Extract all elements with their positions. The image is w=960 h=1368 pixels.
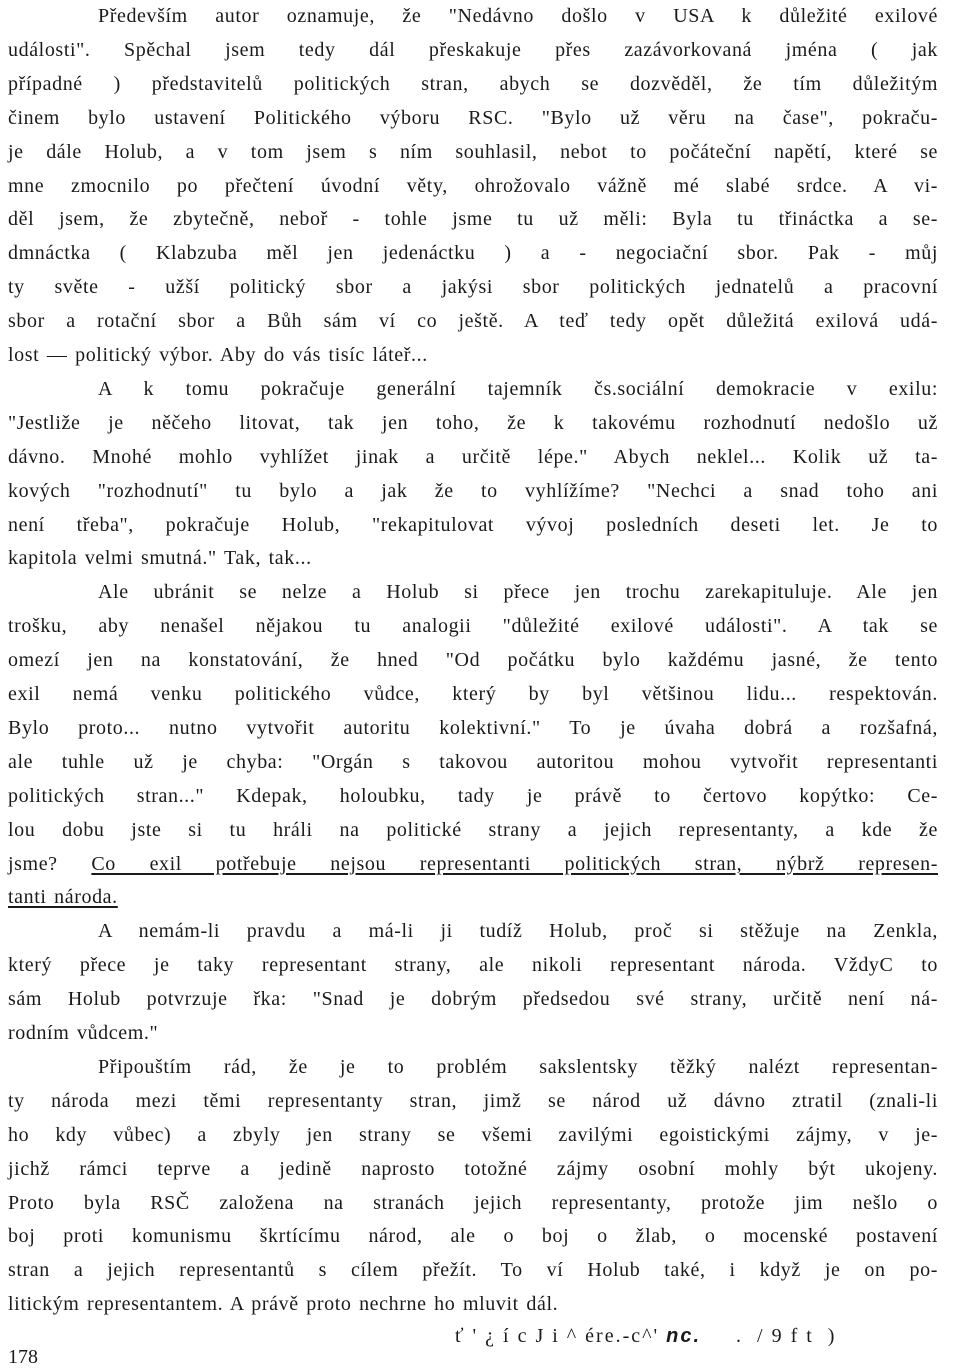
text-line <box>8 750 938 774</box>
text-line-content: omezí jen na konstatování, že hned "Od počátku bylo každému jasné, že tento <box>8 649 938 672</box>
text-line <box>8 1292 938 1316</box>
text-line-content: A nemám-li pravdu a má-li ji tudíž Holub, proč si stěžuje na Zenkla, <box>98 920 938 943</box>
text-line <box>8 648 938 672</box>
text-line-content: Především autor oznamuje, že "Nedávno došlo v USA k důležité exilové <box>98 5 938 27</box>
underlined-text: tanti národa. <box>8 886 118 909</box>
text-line-content: sbor a rotační sbor a Bůh sám ví co ještě. A teď tedy opět důležitá exilová udá- <box>8 310 938 333</box>
text-line <box>8 784 938 808</box>
text-line-content: Proto byla RSČ založena na stranách jejich representanty, protože jim nešlo o <box>8 1191 938 1214</box>
text-line <box>8 1224 938 1248</box>
footer-note-part: nc. <box>666 1325 702 1347</box>
text-line <box>8 343 938 367</box>
text-line-content: Připouštím rád, že je to problém sakslentsky těžký nalézt representan- <box>98 1055 938 1078</box>
text-line <box>8 1157 938 1181</box>
text-line <box>8 174 938 198</box>
text-line <box>8 4 938 28</box>
text-line <box>8 1258 938 1282</box>
text-line-content: "Jestliže je něčeho litovat, tak jen toho, že k takovému rozhodnutí nedošlo už <box>8 411 938 434</box>
text-line-content: jichž rámci teprve a jedině naprosto totožné zájmy osobní mohly být ukojeny. <box>8 1157 938 1180</box>
text-line-content: který přece je taky representant strany, ale nikoli representant národa. VždyC to <box>8 954 938 977</box>
text-line <box>8 411 938 435</box>
text-line-content: A k tomu pokračuje generální tajemník čs.sociální demokracie v exilu: <box>98 377 938 400</box>
footer-handwritten-note <box>455 1324 955 1348</box>
text-line <box>8 140 938 164</box>
text-line <box>8 207 938 231</box>
text-line-content: dmnáctka ( Klabzuba měl jen jedenáctku ) a - negociační sbor. Pak - můj <box>8 242 938 265</box>
footer-note-part: ť ' ¿ í c J i ^ ére.-c^' <box>455 1325 667 1347</box>
text-line-content: ty světe - užší politický sbor a jakýsi sbor politických jednatelů a pracovní <box>8 276 938 299</box>
text-line <box>8 953 938 977</box>
text-line-content: je dále Holub, a v tom jsem s ním souhlasil, nebot to počáteční napětí, které se <box>8 140 938 163</box>
text-line-content: mne zmocnilo po přečtení úvodní věty, ohrožovalo vážně mé slabé srdce. A vi- <box>8 174 938 197</box>
text-line-content: stran a jejich representantů s cílem přežít. To ví Holub také, i když je on po- <box>8 1259 938 1282</box>
text-line <box>8 1055 938 1079</box>
text-line-content: Bylo proto... nutno vytvořit autoritu kolektivní." To je úvaha dobrá a rozšafná, <box>8 716 938 739</box>
text-line <box>8 1123 938 1147</box>
text-line <box>8 445 938 469</box>
text-line-content: kapitola velmi smutná." Tak, tak... <box>8 547 312 570</box>
text-line-content: lost — politický výbor. Aby do vás tisíc láteř... <box>8 344 428 366</box>
text-line <box>8 106 938 130</box>
text-line-content: lou dobu jste si tu hráli na politické strany a jejich representanty, a kde že <box>8 818 938 841</box>
text-line-content: činem bylo ustavení Politického výboru RSC. "Bylo už věru na čase", pokraču- <box>8 106 938 129</box>
text-line <box>8 38 938 62</box>
footer-note-part: . / 9 f t ) <box>701 1325 837 1347</box>
text-line <box>8 479 938 503</box>
text-line <box>8 377 938 401</box>
text-line-content: Ale ubránit se nelze a Holub si přece jen trochu zarekapituluje. Ale jen <box>98 581 938 604</box>
text-line-content: ale tuhle už je chyba: "Orgán s takovou autoritou mohou vytvořit representanti <box>8 750 938 773</box>
text-line <box>8 987 938 1011</box>
text-line <box>8 1191 938 1215</box>
text-line <box>8 1089 938 1113</box>
text-line-content: ty národa mezi těmi representanty stran, jimž se národ už dávno ztratil (znali-li <box>8 1089 938 1112</box>
text-line-content: exil nemá venku politického vůdce, který by byl většinou lidu... respektován. <box>8 683 938 705</box>
text-line <box>8 309 938 333</box>
text-line-content: ho kdy vůbec) a zbyly jen strany se všemi zavilými egoistickými zájmy, v je- <box>8 1123 938 1146</box>
page-number: 178 <box>8 1346 38 1368</box>
text-line <box>8 1021 938 1045</box>
text-line-content: jsme? <box>8 852 92 875</box>
text-line <box>8 852 938 876</box>
underlined-text: Co exil potřebuje nejsou representanti politických stran, nýbrž represen- <box>91 852 938 875</box>
text-line-content: děl jsem, že zbytečně, neboř - tohle jsme tu už měli: Byla tu třináctka a se- <box>8 208 938 231</box>
text-line <box>8 716 938 740</box>
text-line-content: politických stran..." Kdepak, holoubku, tady je právě to čertovo kopýtko: Ce- <box>8 784 938 807</box>
text-line-content: boj proti komunismu škrtícímu národ, ale o boj o žlab, o mocenské postavení <box>8 1225 938 1248</box>
text-line <box>8 513 938 537</box>
text-line <box>8 580 938 604</box>
text-line-content: není třeba", pokračuje Holub, "rekapitulovat vývoj posledních deseti let. Je to <box>8 513 938 536</box>
text-line-content: rodním vůdcem." <box>8 1022 159 1044</box>
text-line-content: případné ) představitelů politických stran, abych se dozvěděl, že tím důležitým <box>8 72 938 95</box>
text-line-content: trošku, aby nenašel nějakou tu analogii "důležité exilové události". A tak se <box>8 615 938 638</box>
text-line <box>8 72 938 96</box>
text-line <box>8 818 938 842</box>
text-line <box>8 546 938 570</box>
text-line-content: sám Holub potvrzuje řka: "Snad je dobrým předsedou své strany, určitě není ná- <box>8 988 938 1011</box>
text-line <box>8 241 938 265</box>
text-line-content: litickým representantem. A právě proto nechrne ho mluvit dál. <box>8 1293 559 1316</box>
text-line-content: události". Spěchal jsem tedy dál přeskakuje přes zazávorkovaná jména ( jak <box>8 38 938 61</box>
text-line-content: kových "rozhodnutí" tu bylo a jak že to vyhlížíme? "Nechci a snad toho ani <box>8 479 938 502</box>
text-line <box>8 682 938 706</box>
text-line <box>8 275 938 299</box>
text-line <box>8 885 938 909</box>
text-line <box>8 614 938 638</box>
text-line <box>8 919 938 943</box>
text-line-content: dávno. Mnohé mohlo vyhlížet jinak a určitě lépe." Abych neklel... Kolik už ta- <box>8 445 938 468</box>
